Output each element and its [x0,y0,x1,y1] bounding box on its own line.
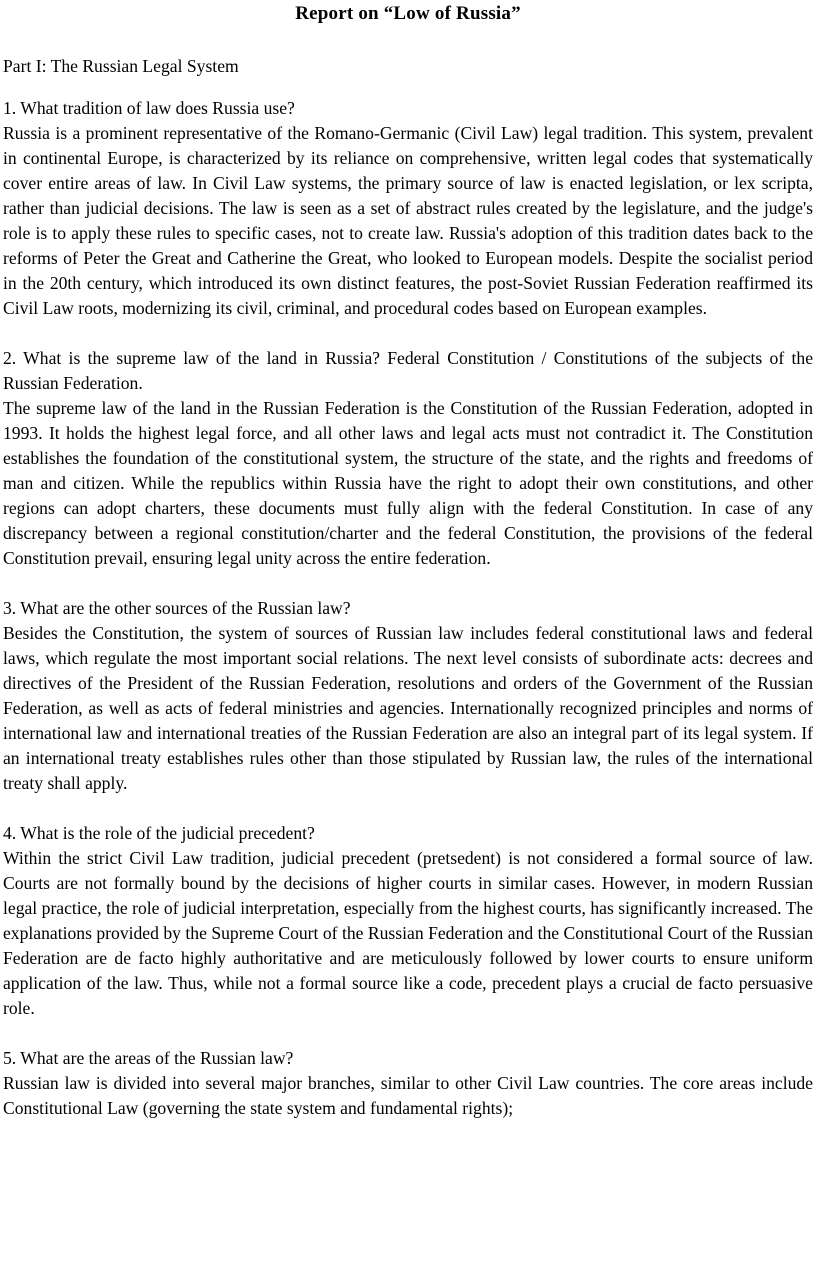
section-question-3 [3,596,813,796]
question-1-text: 1. What tradition of law does Russia use? [3,98,295,118]
question-2-text: 2. What is the supreme law of the land in Russia? Federal Constitution / Constitutions of the subjects of the Russian Federation. [3,348,813,393]
section-question-4 [3,821,813,1021]
answer-1-text: Russia is a prominent representative of the Romano-Germanic (Civil Law) legal tradition. This system, prevalent in continental Europe, is characterized by its reliance on comprehensive, written legal codes that systematically cover entire areas of law. In Civil Law systems, the primary source of law is enacted legislation, or lex scripta, rather than judicial decisions. The law is seen as a set of abstract rules created by the legislature, and the judge's role is to apply these rules to specific cases, not to create law. Russia's adoption of this tradition dates back to the reforms of Peter the Great and Catherine the Great, who looked to European models. Despite the socialist period in the 20th century, which introduced its own distinct features, the post-Soviet Russian Federation reaffirmed its Civil Law roots, modernizing its civil, criminal, and procedural codes based on European examples. [3,123,813,318]
answer-4-text: Within the strict Civil Law tradition, judicial precedent (pretsedent) is not considered a formal source of law. Courts are not formally bound by the decisions of higher courts in similar cases. However, in modern Russian legal practice, the role of judicial interpretation, especially from the highest courts, has significantly increased. The explanations provided by the Supreme Court of the Russian Federation and the Constitutional Court of the Russian Federation are de facto highly authoritative and are meticulously followed by lower courts to ensure uniform application of the law. Thus, while not a formal source like a code, precedent plays a crucial de facto persuasive role. [3,848,813,1018]
question-5-text: 5. What are the areas of the Russian law? [3,1048,294,1068]
question-4-text: 4. What is the role of the judicial precedent? [3,823,315,843]
document-title: Report on “Low of Russia” [295,3,521,24]
question-3-text: 3. What are the other sources of the Russian law? [3,598,351,618]
answer-2-text: The supreme law of the land in the Russian Federation is the Constitution of the Russian Federation, adopted in 1993. It holds the highest legal force, and all other laws and legal acts must not contradict it. The Constitution establishes the foundation of the constitutional system, the structure of the state, and the rights and freedoms of man and citizen. While the republics within Russia have the right to adopt their own constitutions, and other regions can adopt charters, these documents must fully align with the federal Constitution. In case of any discrepancy between a regional constitution/charter and the federal Constitution, the provisions of the federal Constitution prevail, ensuring legal unity across the entire federation. [3,398,813,568]
section-question-5 [3,1046,813,1121]
part-heading: Part I: The Russian Legal System [3,56,239,76]
section-question-1 [3,96,813,321]
answer-5-text: Russian law is divided into several major branches, similar to other Civil Law countries. The core areas include Constitutional Law (governing the state system and fundamental rights); [3,1073,813,1118]
section-question-2 [3,346,813,571]
answer-3-text: Besides the Constitution, the system of sources of Russian law includes federal constitutional laws and federal laws, which regulate the most important social relations. The next level consists of subordinate acts: decrees and directives of the President of the Russian Federation, resolutions and orders of the Government of the Russian Federation, as well as acts of federal ministries and agencies. Internationally recognized principles and norms of international law and international treaties of the Russian Federation are also an integral part of its legal system. If an international treaty establishes rules other than those stipulated by Russian law, the rules of the international treaty shall apply. [3,623,813,793]
